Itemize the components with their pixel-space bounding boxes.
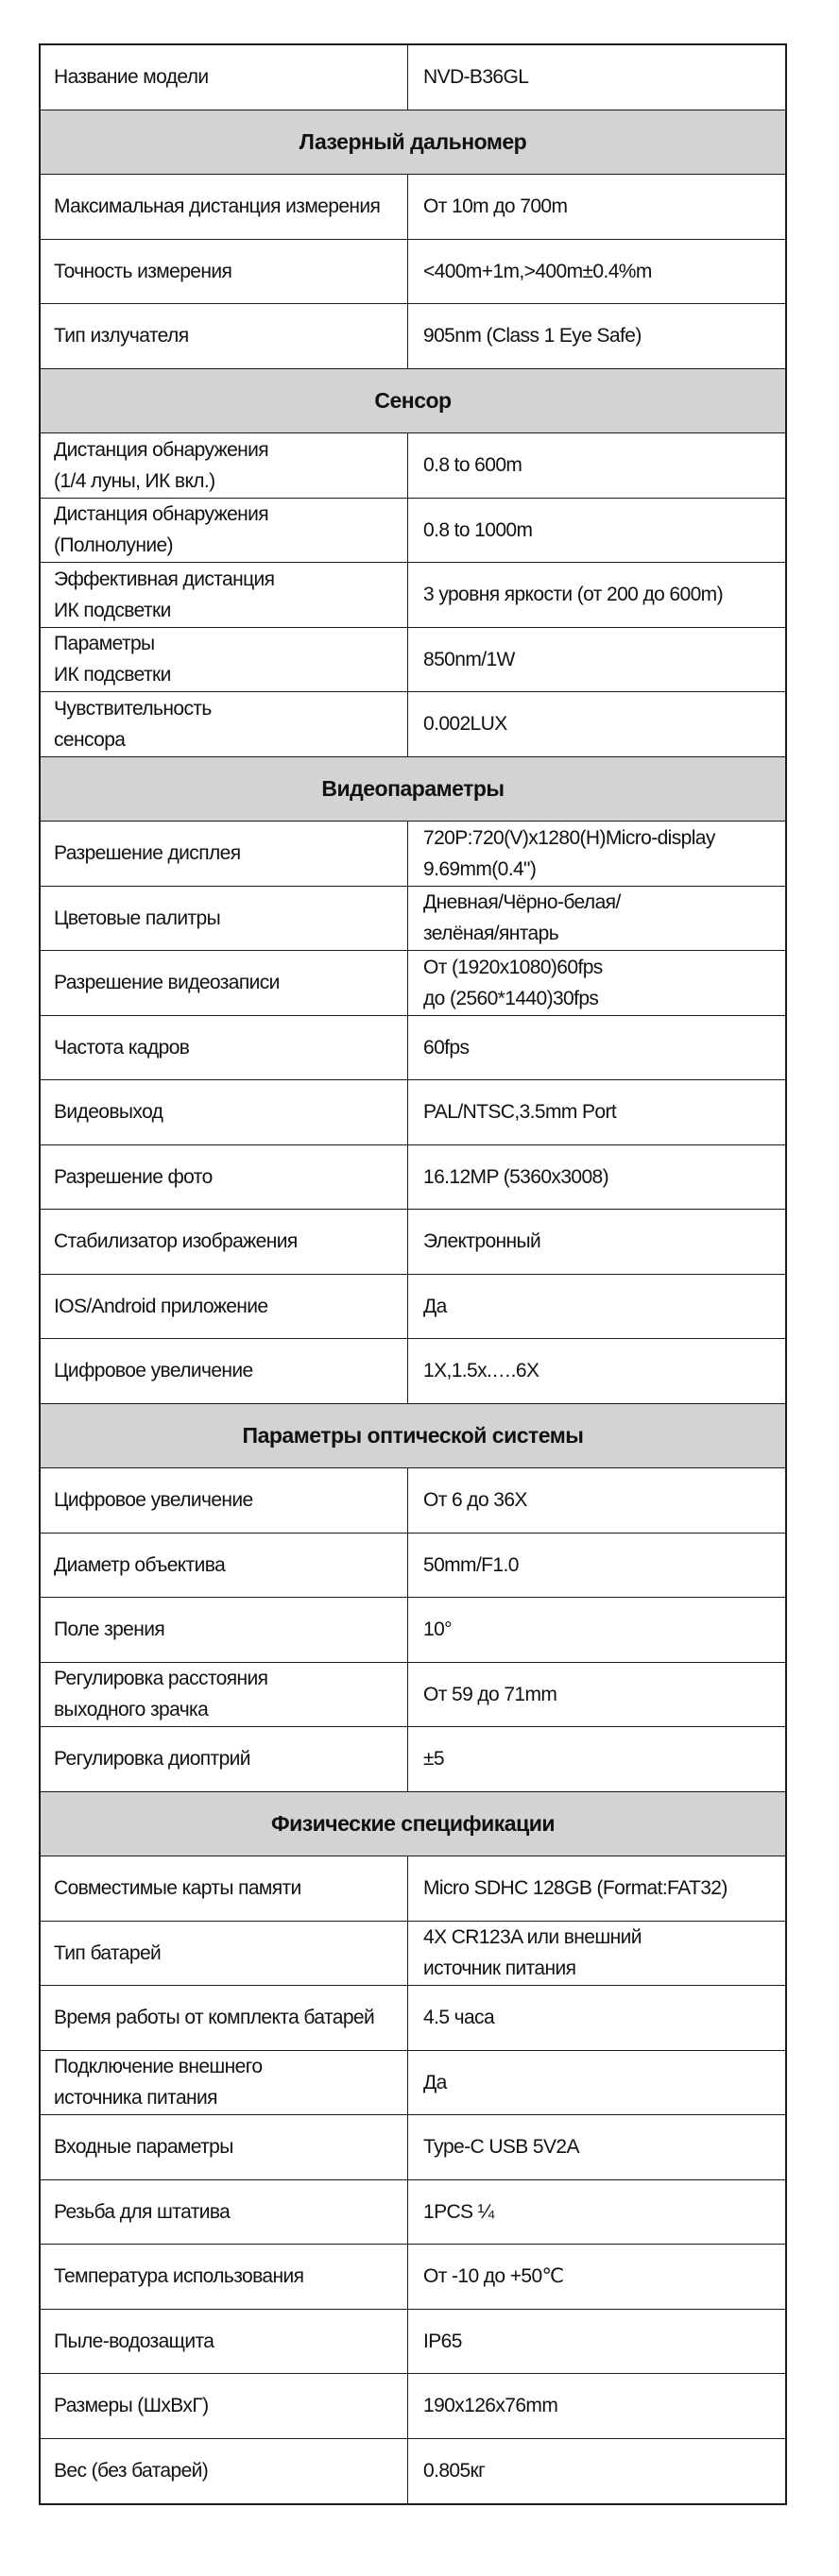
spec-row: [41, 2310, 785, 2375]
spec-row: [41, 1856, 785, 1922]
spec-value: 10°: [423, 1618, 452, 1641]
spec-label: Разрешение фото: [41, 1145, 408, 1210]
spec-row: [41, 2051, 785, 2116]
spec-label: Цифровое увеличение: [41, 1468, 408, 1533]
spec-row: [41, 304, 785, 369]
spec-table: [39, 43, 787, 2505]
spec-value: ±5: [423, 1748, 445, 1771]
spec-row: [41, 1534, 785, 1599]
spec-row: [41, 1468, 785, 1534]
spec-row: [41, 2180, 785, 2246]
spec-value: Дневная/Чёрно-белая/ зелёная/янтарь: [423, 891, 621, 945]
spec-value: 50mm/F1.0: [423, 1553, 519, 1576]
spec-row: [41, 2245, 785, 2310]
spec-label: Чувствительность сенсора: [41, 692, 408, 756]
spec-label: Стабилизатор изображения: [41, 1210, 408, 1274]
spec-value: 4X CR123A или внешний источник питания: [423, 1926, 642, 1980]
spec-label: Подключение внешнего источника питания: [41, 2051, 408, 2115]
spec-row: [41, 240, 785, 305]
spec-value: 0.805кг: [423, 2460, 486, 2483]
spec-row: [41, 1727, 785, 1792]
spec-value: 1PCS ¼: [423, 2200, 494, 2223]
spec-label: Резьба для штатива: [41, 2180, 408, 2245]
spec-label: Частота кадров: [41, 1016, 408, 1080]
spec-value: Micro SDHC 128GB (Format:FAT32): [423, 1877, 728, 1900]
spec-row: [41, 563, 785, 628]
spec-value: 4.5 часа: [423, 2007, 495, 2029]
section-title: Сенсор: [374, 387, 452, 413]
spec-value: IP65: [423, 2330, 462, 2352]
section-header: [41, 369, 785, 434]
spec-label: Название модели: [41, 45, 408, 110]
spec-value: 0.8 to 600m: [423, 454, 522, 477]
spec-row: [41, 628, 785, 693]
spec-label: Регулировка диоптрий: [41, 1727, 408, 1791]
spec-value: PAL/NTSC,3.5mm Port: [423, 1101, 617, 1124]
spec-row: [41, 1986, 785, 2051]
spec-row: [41, 887, 785, 952]
spec-row: [41, 1922, 785, 1987]
spec-label: Вес (без батарей): [41, 2439, 408, 2504]
spec-row: [41, 1080, 785, 1145]
spec-value: NVD-B36GL: [423, 66, 529, 89]
spec-row: [41, 692, 785, 757]
spec-row: [41, 951, 785, 1016]
spec-value: От (1920x1080)60fps до (2560*1440)30fps: [423, 956, 603, 1009]
spec-label: Размеры (ШхВхГ): [41, 2374, 408, 2438]
spec-label: Разрешение видеозаписи: [41, 951, 408, 1015]
spec-value: Электронный: [423, 1230, 541, 1253]
spec-value: 850nm/1W: [423, 648, 515, 670]
spec-value: От 6 до 36X: [423, 1489, 527, 1512]
spec-value: 190x126x76mm: [423, 2395, 558, 2417]
section-header: [41, 757, 785, 822]
spec-label: Время работы от комплекта батарей: [41, 1986, 408, 2050]
spec-value: От -10 до +50℃: [423, 2265, 564, 2288]
spec-value: От 59 до 71mm: [423, 1683, 557, 1705]
spec-label: Дистанция обнаружения (1/4 луны, ИК вкл.): [41, 433, 408, 498]
spec-label: Регулировка расстояния выходного зрачка: [41, 1663, 408, 1727]
section-title: Параметры оптической системы: [242, 1422, 584, 1448]
spec-value: 905nm (Class 1 Eye Safe): [423, 325, 642, 347]
section-header: [41, 1404, 785, 1469]
spec-value: 0.8 to 1000m: [423, 518, 533, 541]
spec-value: Да: [423, 1295, 447, 1317]
spec-value: От 10m до 700m: [423, 195, 568, 218]
section-title: Физические спецификации: [270, 1810, 556, 1836]
spec-row: [41, 1145, 785, 1211]
spec-label: Видеовыход: [41, 1080, 408, 1144]
spec-label: Тип излучателя: [41, 304, 408, 368]
spec-label: Входные параметры: [41, 2115, 408, 2179]
section-header: [41, 110, 785, 176]
spec-label: Температура использования: [41, 2245, 408, 2309]
spec-label: Точность измерения: [41, 240, 408, 304]
spec-label: Эффективная дистанция ИК подсветки: [41, 563, 408, 627]
spec-label: Диаметр объектива: [41, 1534, 408, 1598]
spec-row: [41, 175, 785, 240]
spec-label: Дистанция обнаружения (Полнолуние): [41, 499, 408, 563]
spec-value: 16.12MP (5360x3008): [423, 1165, 609, 1188]
spec-label: Параметры ИК подсветки: [41, 628, 408, 692]
section-header: [41, 1792, 785, 1857]
spec-label: Цветовые палитры: [41, 887, 408, 951]
spec-value: Да: [423, 2071, 447, 2093]
spec-value: 1X,1.5x.….6X: [423, 1360, 539, 1382]
spec-row: [41, 499, 785, 564]
spec-value: <400m+1m,>400m±0.4%m: [423, 260, 652, 282]
spec-row: [41, 1210, 785, 1275]
spec-label: Цифровое увеличение: [41, 1339, 408, 1403]
spec-label: Максимальная дистанция измерения: [41, 175, 408, 239]
spec-row: [41, 1339, 785, 1404]
spec-label: Тип батарей: [41, 1922, 408, 1986]
spec-label: IOS/Android приложение: [41, 1275, 408, 1339]
spec-row: [41, 433, 785, 499]
spec-value: 720P:720(V)x1280(H)Micro-display 9.69mm(0.4"): [423, 826, 715, 880]
spec-label: Пыле-водозащита: [41, 2310, 408, 2374]
section-title: Лазерный дальномер: [299, 128, 527, 154]
spec-row: [41, 2115, 785, 2180]
spec-row: [41, 1663, 785, 1728]
spec-value: 0.002LUX: [423, 713, 507, 736]
spec-label: Разрешение дисплея: [41, 822, 408, 886]
spec-row: [41, 1598, 785, 1663]
spec-label: Поле зрения: [41, 1598, 408, 1662]
spec-label: Совместимые карты памяти: [41, 1856, 408, 1921]
section-title: Видеопараметры: [321, 775, 505, 801]
spec-row: [41, 1275, 785, 1340]
spec-row: [41, 1016, 785, 1081]
spec-value: Type-C USB 5V2A: [423, 2136, 579, 2159]
spec-row: [41, 2374, 785, 2439]
spec-row: [41, 2439, 785, 2504]
spec-value: 60fps: [423, 1036, 470, 1059]
spec-value: 3 уровня яркости (от 200 до 600m): [423, 584, 723, 606]
spec-row: [41, 822, 785, 887]
spec-row: [41, 45, 785, 110]
